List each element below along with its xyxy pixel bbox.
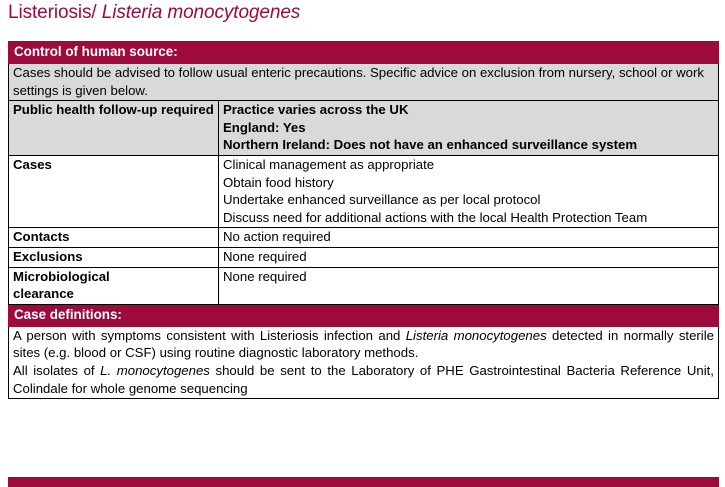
row-value-microbiological-clearance [219,267,719,304]
paragraph-part: A person with symptoms consistent with Listeriosis infection and [13,327,406,343]
paragraph-part: All isolates of [13,362,101,378]
table-row [9,267,719,304]
paragraph-part: detected in normally sterile sites (e.g. blood or CSF) using routine diagnostic laboratory methods. [13,327,714,361]
row-label-contacts: Contacts [9,228,219,248]
row-label-microbiological-clearance [9,267,219,304]
row-value-exclusions: None required [219,247,719,267]
table-row [9,155,719,227]
list-item: Northern Ireland: Does not have an enhanced surveillance system [223,137,638,153]
intro-text: Cases should be advised to follow usual enteric precautions. Specific advice on exclusion from nursery, school or work settings is given below. [9,64,719,101]
page-title [8,1,300,25]
case-definitions-text [9,326,719,398]
table-row [9,101,719,156]
list-item: None required [223,268,307,284]
list-item: Obtain food history [223,174,334,190]
page-title-scientific-name: Listeria monocytogenes [101,2,301,23]
list-item: Clinical management as appropriate [223,156,435,172]
spacer-line [223,285,714,303]
list-item: Discuss need for additional actions with the local Health Protection Team [223,209,648,225]
section-banner-case-definitions [9,304,719,326]
section-banner-label: Control of human source: [9,42,719,64]
table-row [9,247,719,267]
row-value-contacts: No action required [219,228,719,248]
row-value-public-health-follow-up [219,101,719,156]
paragraph-part: should be sent to the Laboratory of PHE Gastrointestinal Bacteria Reference Unit, Colindale for whole genome sequencing [13,362,714,396]
list-item: Undertake enhanced surveillance as per local protocol [223,192,541,208]
paragraph [13,327,714,362]
row-label-public-health-follow-up: Public health follow-up required [9,101,219,156]
scientific-name: L. monocytogenes [100,362,210,378]
table-row-case-definitions-body [9,326,719,398]
paragraph [13,362,714,397]
next-section-banner-sliver [8,477,719,487]
table-row [9,228,719,248]
row-value-cases [219,155,719,227]
table-row-intro [9,64,719,101]
row-label-cases: Cases [9,155,219,227]
section-banner-control-of-human-source [9,42,719,64]
scientific-name: Listeria monocytogenes [405,327,547,343]
list-item: England: Yes [223,119,306,135]
page-title-plain: Listeriosis/ [8,2,102,23]
section-banner-label: Case definitions: [9,304,719,326]
row-label-text: Microbiological clearance [13,268,110,302]
guidance-table [8,41,719,399]
list-item: Practice varies across the UK [223,102,409,118]
row-label-exclusions: Exclusions [9,247,219,267]
